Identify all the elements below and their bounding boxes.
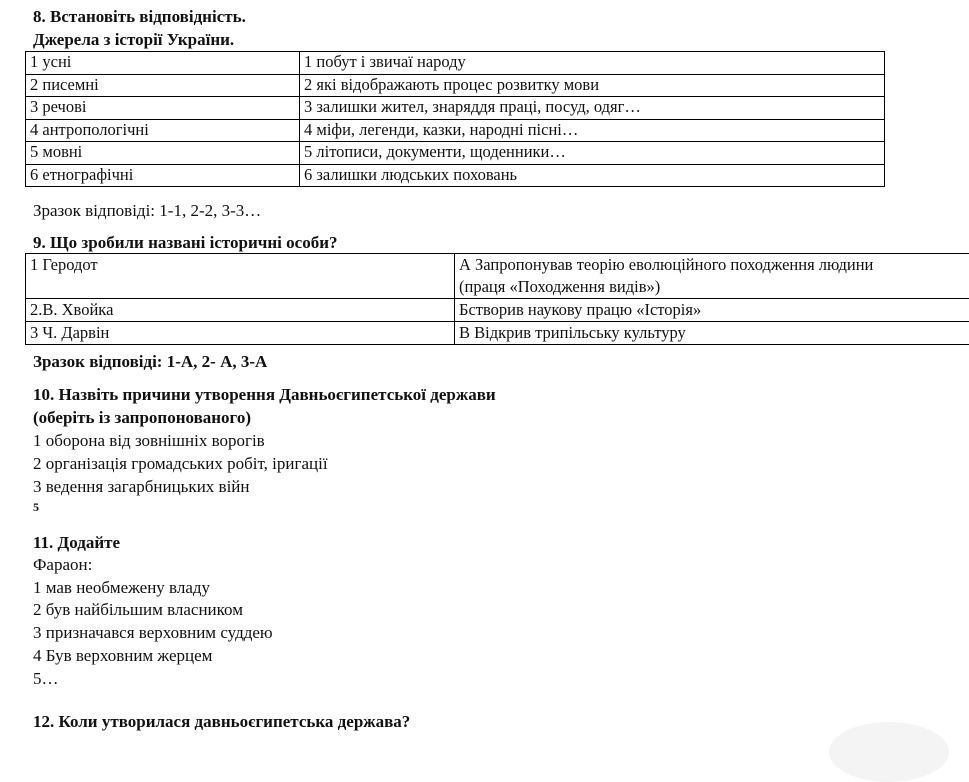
table-row [26,97,885,120]
q8-sample-answer: Зразок відповіді: 1-1, 2-2, 3-3… [33,201,261,221]
q9-right-line: (праця «Походження видів») [459,276,969,298]
q8-right-cell: 4 міфи, легенди, казки, народні пісні… [300,119,885,142]
q9-heading: 9. Що зробили названі історичні особи? [33,233,338,253]
list-item: 1 оборона від зовнішніх ворогів [33,431,265,451]
table-row [26,164,885,187]
q10-heading: 10. Назвіть причини утворення Давньоєгипетської держави [33,385,496,405]
page-corner-shading [829,722,949,782]
list-item: 2 був найбільшим власником [33,600,243,620]
q8-left-cell: 2 писемні [26,74,300,97]
list-item: 3 призначався верховним суддею [33,623,273,643]
q8-right-cell: 5 літописи, документи, щоденники… [300,142,885,165]
q9-right-cell: Бстворив наукову працю «Історія» [455,299,969,322]
q12-heading: 12. Коли утворилася давньоєгипетська держава? [33,712,410,732]
q8-left-cell: 4 антропологічні [26,119,300,142]
q11-subject: Фараон: [33,555,92,575]
list-item: 1 мав необмежену владу [33,578,210,598]
q9-left-cell: 1 Геродот [26,254,455,299]
q8-right-cell: 1 побут і звичаї народу [300,52,885,75]
q9-right-cell: В Відкрив трипільську культуру [455,322,969,345]
q9-sample-answer: Зразок відповіді: 1-А, 2- А, 3-А [33,352,267,372]
q8-subheading: Джерела з історії України. [33,30,234,50]
q8-right-cell: 6 залишки людських поховань [300,164,885,187]
q11-heading: 11. Додайте [33,533,120,553]
q9-left-cell: 3 Ч. Дарвін [26,322,455,345]
q8-left-cell: 1 усні [26,52,300,75]
table-row [26,299,969,322]
q10-footnote: 5 [33,497,39,517]
list-item: 5… [33,669,59,689]
list-item: 3 ведення загарбницьких війн [33,477,249,497]
q9-matching-table [25,253,969,345]
q8-left-cell: 6 етнографічні [26,164,300,187]
table-row [26,119,885,142]
list-item: 2 організація громадських робіт, іригації [33,454,328,474]
table-row [26,52,885,75]
table-row [26,142,885,165]
q8-heading: 8. Встановіть відповідність. [33,7,246,27]
q8-right-cell: 2 які відображають процес розвитку мови [300,74,885,97]
list-item: 4 Був верховним жерцем [33,646,212,666]
q9-left-cell: 2.В. Хвойка [26,299,455,322]
table-row [26,322,969,345]
table-row [26,254,969,299]
q8-right-cell: 3 залишки жител, знаряддя праці, посуд, одяг… [300,97,885,120]
q10-heading-note: (оберіть із запропонованого) [33,408,251,428]
q8-left-cell: 5 мовні [26,142,300,165]
q8-matching-table [25,51,885,187]
q8-left-cell: 3 речові [26,97,300,120]
table-row [26,74,885,97]
q9-right-cell [455,254,969,299]
q9-right-line: А Запропонував теорію еволюційного походження людини [459,254,969,276]
